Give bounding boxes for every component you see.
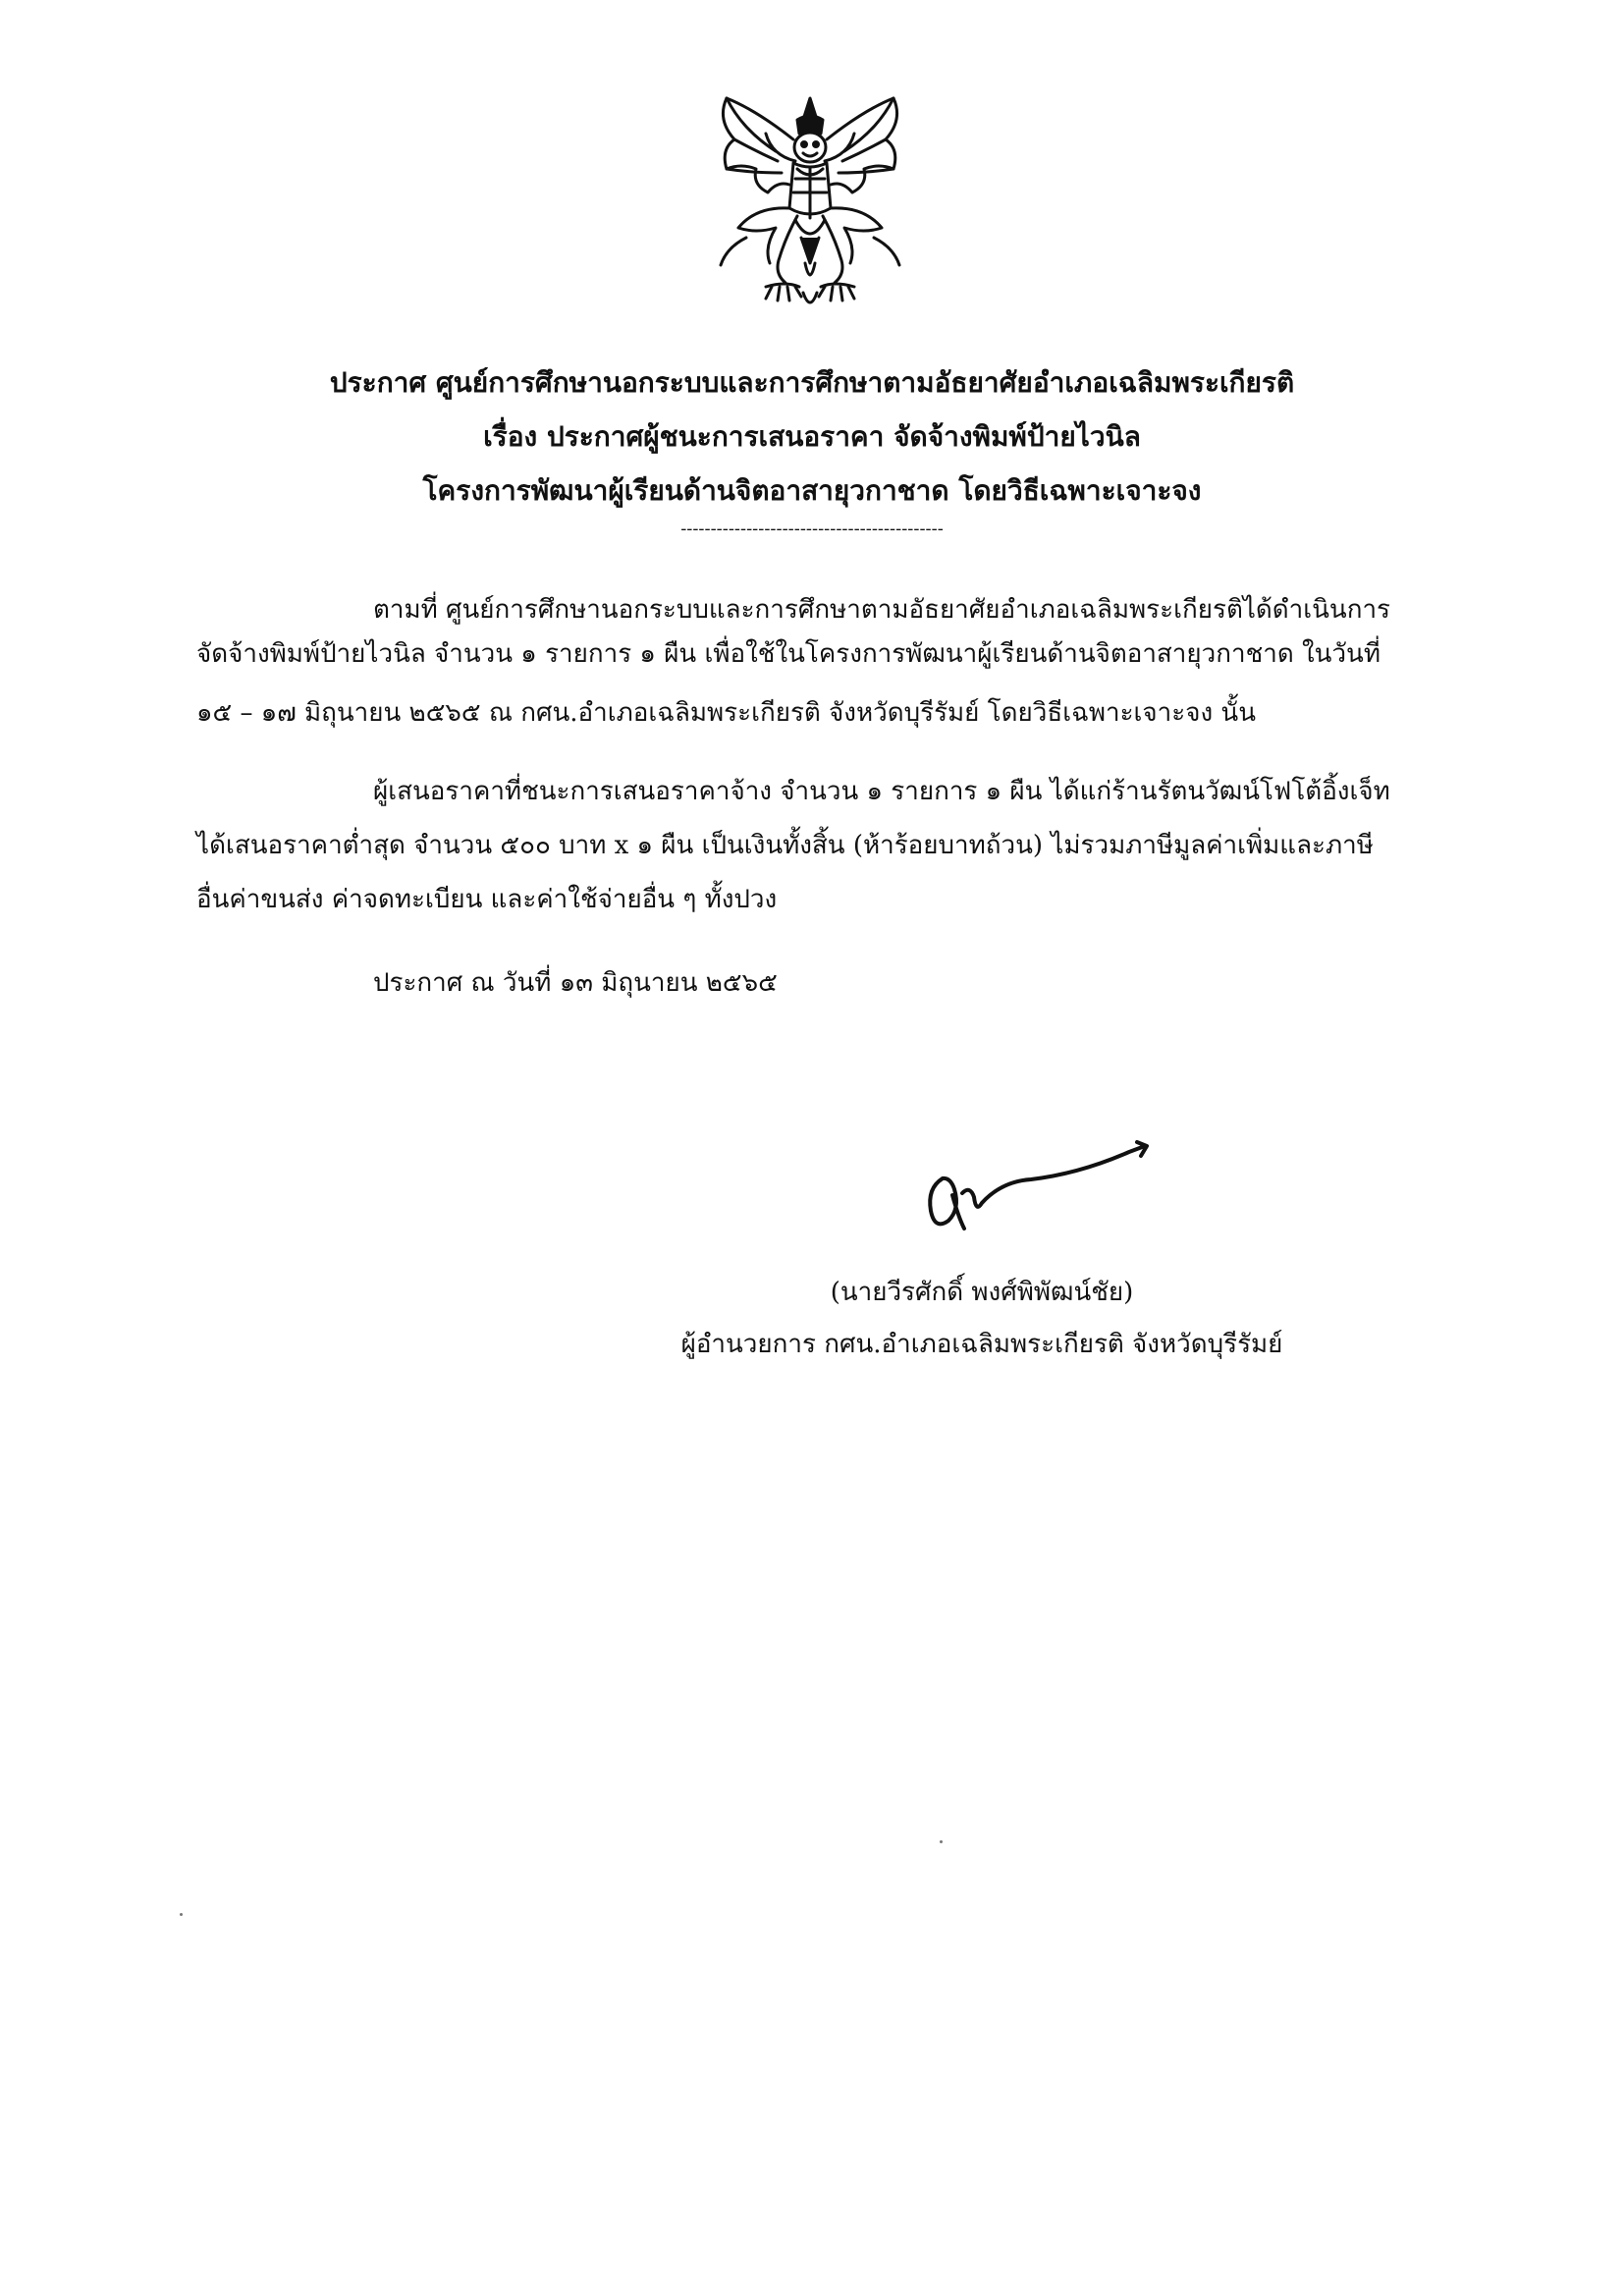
paragraph-2-line-2: ได้เสนอราคาต่ำสุด จำนวน ๕๐๐ บาท x ๑ ผืน เป็นเงินทั้งสิ้น (ห้าร้อยบาทถ้วน) ไม่รวมภาษีมูลค่าเพิ่มและภาษี <box>196 831 1374 860</box>
scan-speck <box>940 1840 943 1843</box>
heading-organization: ประกาศ ศูนย์การศึกษานอกระบบและการศึกษาตามอัธยาศัยอำเภอเฉลิมพระเกียรติ <box>329 366 1295 399</box>
paragraph-1-line-1: ตามที่ ศูนย์การศึกษานอกระบบและการศึกษาตามอัธยาศัยอำเภอเฉลิมพระเกียรติได้ดำเนินการ <box>373 595 1391 625</box>
heading-divider: -------------------------------------------- <box>680 519 944 539</box>
signer-name: (นายวีรศักดิ์ พงศ์พิพัฒน์ชัย) <box>830 1278 1134 1307</box>
signer-title: ผู้อำนวยการ กศน.อำเภอเฉลิมพระเกียรติ จังหวัดบุรีรัมย์ <box>680 1330 1283 1359</box>
paragraph-2-line-1: ผู้เสนอราคาที่ชนะการเสนอราคาจ้าง จำนวน ๑ รายการ ๑ ผืน ได้แก่ร้านรัตนวัฒน์โฟโต้อิ้งเจ็ท <box>373 777 1390 806</box>
paragraph-1-line-3: ๑๕ – ๑๗ มิถุนายน ๒๕๖๕ ณ กศน.อำเภอเฉลิมพระเกียรติ จังหวัดบุรีรัมย์ โดยวิธีเฉพาะเจาะจง นั้น <box>196 698 1256 728</box>
heading-project: โครงการพัฒนาผู้เรียนด้านจิตอาสายุวกาชาด โดยวิธีเฉพาะเจาะจง <box>422 474 1202 507</box>
paragraph-1-line-2: จัดจ้างพิมพ์ป้ายไวนิล จำนวน ๑ รายการ ๑ ผืน เพื่อใช้ในโครงการพัฒนาผู้เรียนด้านจิตอาสายุวกาชาด ในวันที่ <box>196 639 1380 669</box>
handwritten-signature-icon <box>913 1134 1168 1242</box>
heading-subject: เรื่อง ประกาศผู้ชนะการเสนอราคา จัดจ้างพิมพ์ป้ายไวนิล <box>483 420 1141 453</box>
paragraph-2-line-3: อื่นค่าขนส่ง ค่าจดทะเบียน และค่าใช้จ่ายอื่น ๆ ทั้งปวง <box>196 885 778 914</box>
garuda-emblem-icon <box>687 90 933 316</box>
scan-speck <box>180 1913 183 1916</box>
announcement-date: ประกาศ ณ วันที่ ๑๓ มิถุนายน ๒๕๖๕ <box>373 968 778 998</box>
